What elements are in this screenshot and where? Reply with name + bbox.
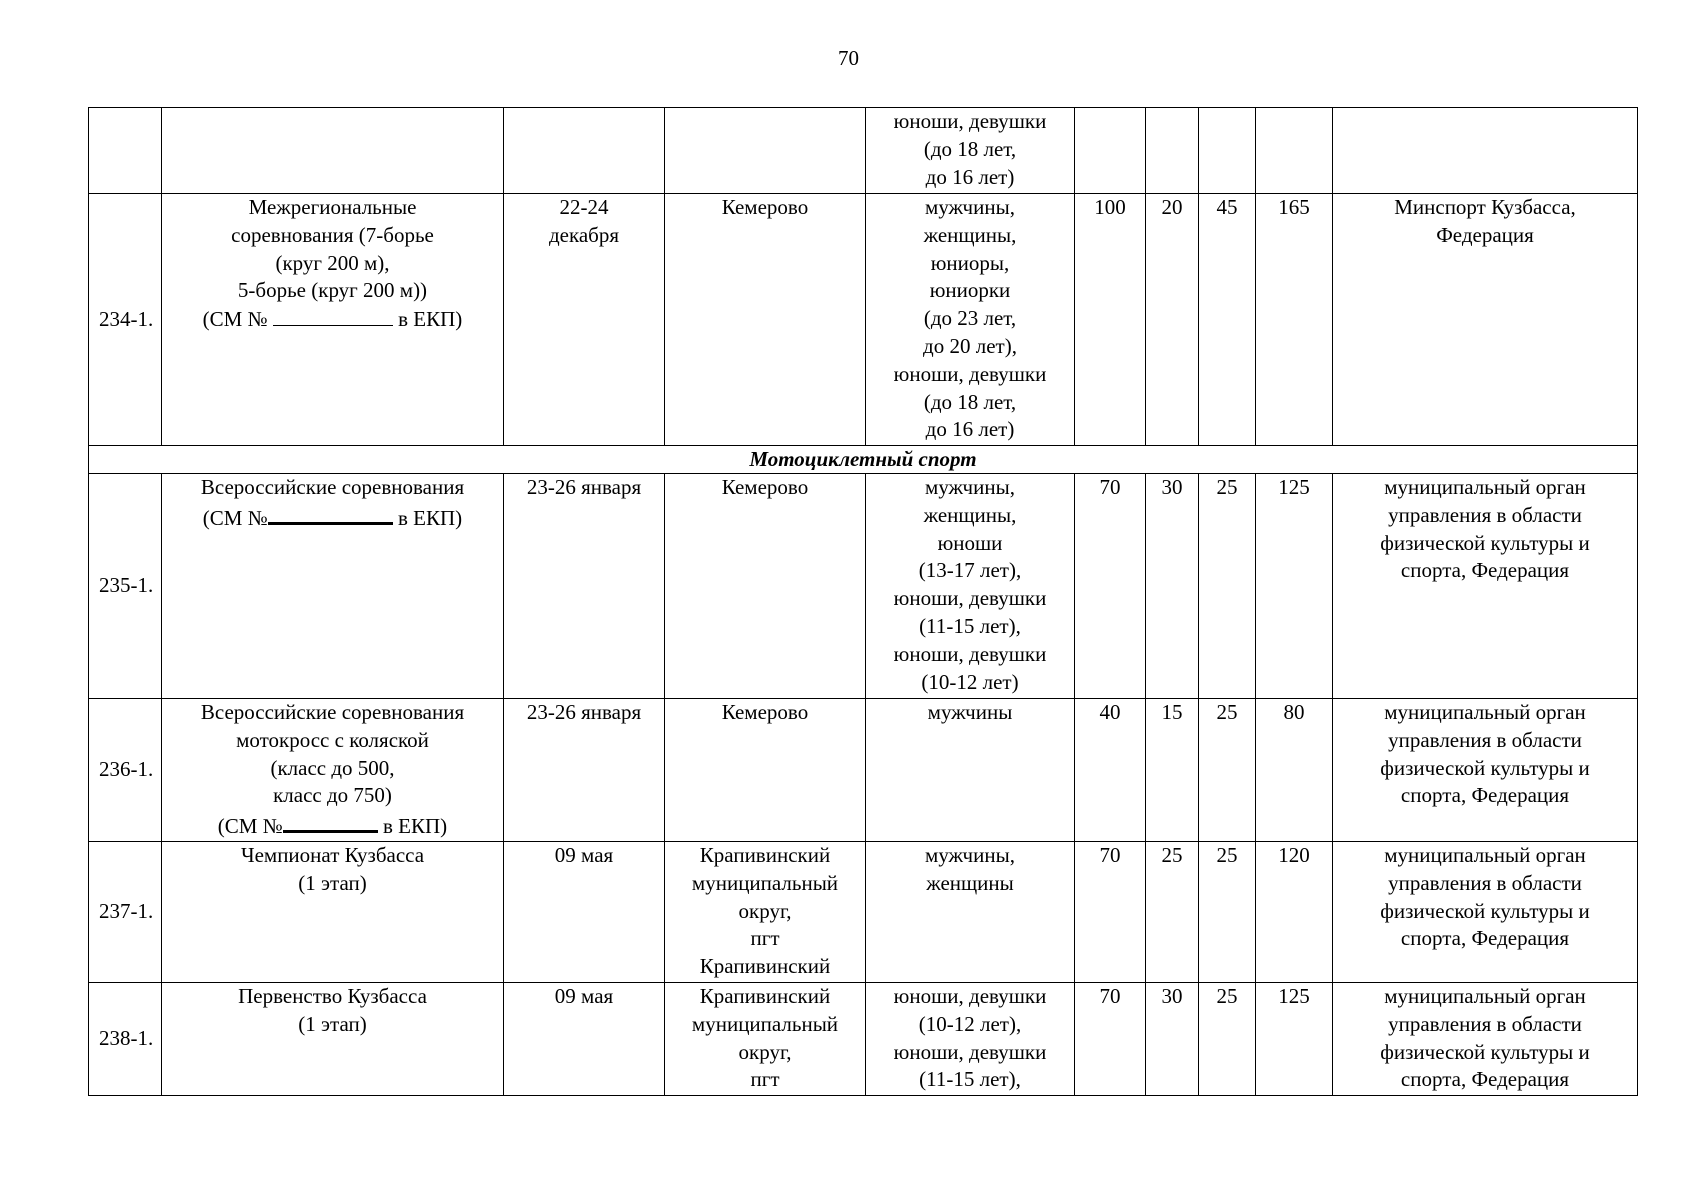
cell-dates xyxy=(504,108,665,194)
ekp-reference: (СМ № в ЕКП) xyxy=(165,810,500,841)
event-name: Всероссийские соревнования (СМ № в ЕКП) xyxy=(162,474,504,699)
event-place: Крапивинский муниципальный округ, пгт xyxy=(665,982,866,1095)
event-place: Крапивинский муниципальный округ, пгт Крапивинский xyxy=(665,841,866,982)
event-place: Кемерово xyxy=(665,474,866,699)
page-number: 70 xyxy=(838,46,859,70)
cell-place xyxy=(665,108,866,194)
event-dates: 22-24 декабря xyxy=(504,194,665,446)
event-organizers: Минспорт Кузбасса, Федерация xyxy=(1333,194,1638,446)
event-participants: мужчины xyxy=(866,699,1075,842)
ekp-reference: (СМ № в ЕКП) xyxy=(202,307,463,332)
participants-line: юноши, девушки xyxy=(893,109,1047,133)
participants-line: (до 18 лет, xyxy=(923,136,1017,161)
blank-underline xyxy=(273,305,393,326)
count-1: 100 xyxy=(1075,194,1146,446)
event-organizers: муниципальный орган управления в области физической культуры и спорта, Федерация xyxy=(1333,474,1638,699)
event-place: Кемерово xyxy=(665,699,866,842)
event-place: Кемерово xyxy=(665,194,866,446)
count-3: 45 xyxy=(1199,194,1256,446)
section-header-row xyxy=(89,446,1638,474)
count-2: 30 xyxy=(1146,474,1199,699)
count-3: 25 xyxy=(1199,699,1256,842)
count-3: 25 xyxy=(1199,841,1256,982)
cell-participants xyxy=(866,108,1075,194)
count-2: 30 xyxy=(1146,982,1199,1095)
event-name: Всероссийские соревнования мотокросс с коляской (класс до 500, класс до 750) (СМ № в ЕКП) xyxy=(162,699,504,842)
ekp-reference: (СМ № в ЕКП) xyxy=(165,502,500,533)
count-2: 20 xyxy=(1146,194,1199,446)
cell-num xyxy=(89,108,162,194)
event-name: Чемпионат Кузбасса (1 этап) xyxy=(162,841,504,982)
table-row xyxy=(89,194,1638,446)
event-participants: мужчины, женщины, юноши (13-17 лет), юноши, девушки (11-15 лет), юноши, девушки (10-12 лет) xyxy=(866,474,1075,699)
event-dates: 09 мая xyxy=(504,982,665,1095)
table-row xyxy=(89,474,1638,699)
count-1: 70 xyxy=(1075,474,1146,699)
count-1: 70 xyxy=(1075,982,1146,1095)
table-row xyxy=(89,841,1638,982)
count-3: 25 xyxy=(1199,474,1256,699)
event-organizers: муниципальный орган управления в области физической культуры и спорта, Федерация xyxy=(1333,841,1638,982)
event-participants: юноши, девушки (10-12 лет), юноши, девушки (11-15 лет), xyxy=(866,982,1075,1095)
count-2: 15 xyxy=(1146,699,1199,842)
participants-line: до 16 лет) xyxy=(925,164,1015,189)
count-total: 165 xyxy=(1256,194,1333,446)
section-title: Мотоциклетный спорт xyxy=(89,446,1638,474)
count-total: 80 xyxy=(1256,699,1333,842)
row-number: 237-1. xyxy=(89,841,162,982)
cell-name xyxy=(162,108,504,194)
row-number: 234-1. xyxy=(89,194,162,446)
count-2: 25 xyxy=(1146,841,1199,982)
blank-underline xyxy=(283,810,378,833)
table-row xyxy=(89,982,1638,1095)
row-number: 238-1. xyxy=(89,982,162,1095)
event-dates: 23-26 января xyxy=(504,699,665,842)
event-organizers: муниципальный орган управления в области физической культуры и спорта, Федерация xyxy=(1333,982,1638,1095)
count-1: 70 xyxy=(1075,841,1146,982)
count-3: 25 xyxy=(1199,982,1256,1095)
continuation-row xyxy=(89,108,1638,194)
row-number: 236-1. xyxy=(89,699,162,842)
events-table xyxy=(88,107,1638,1096)
blank-underline xyxy=(268,502,393,525)
event-dates: 23-26 января xyxy=(504,474,665,699)
count-total: 125 xyxy=(1256,982,1333,1095)
count-total: 125 xyxy=(1256,474,1333,699)
table-row xyxy=(89,699,1638,842)
count-total: 120 xyxy=(1256,841,1333,982)
event-organizers: муниципальный орган управления в области физической культуры и спорта, Федерация xyxy=(1333,699,1638,842)
event-dates: 09 мая xyxy=(504,841,665,982)
event-name: Межрегиональные соревнования (7-борье (круг 200 м), 5-борье (круг 200 м)) (СМ № в ЕКП) xyxy=(162,194,504,446)
event-participants: мужчины, женщины, юниоры, юниорки (до 23 лет, до 20 лет), юноши, девушки (до 18 лет, до 16 лет) xyxy=(866,194,1075,446)
row-number: 235-1. xyxy=(89,474,162,699)
count-1: 40 xyxy=(1075,699,1146,842)
event-name: Первенство Кузбасса (1 этап) xyxy=(162,982,504,1095)
event-participants: мужчины, женщины xyxy=(866,841,1075,982)
